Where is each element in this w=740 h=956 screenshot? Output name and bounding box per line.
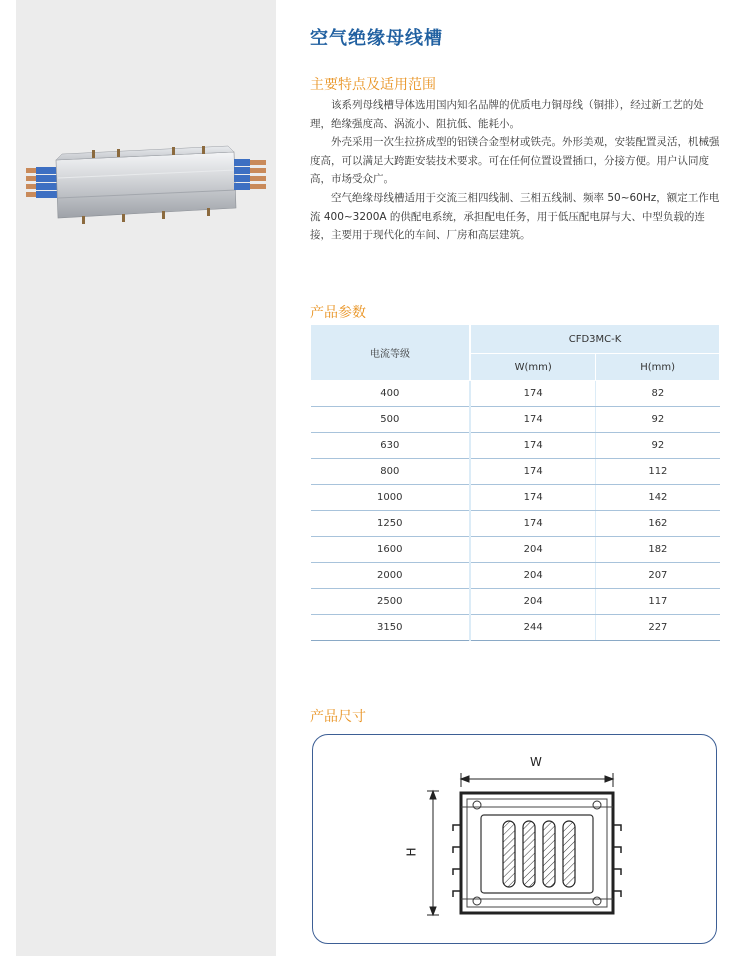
cell-current: 500: [311, 407, 471, 433]
cell-height: 92: [596, 433, 720, 459]
dimensions-heading: 产品尺寸: [310, 709, 366, 725]
cell-width: 174: [470, 485, 596, 511]
height-label: H: [404, 847, 419, 857]
cell-current: 1250: [311, 511, 471, 537]
cell-width: 174: [470, 381, 596, 407]
cell-current: 2000: [311, 563, 471, 589]
cell-current: 800: [311, 459, 471, 485]
cell-current: 1000: [311, 485, 471, 511]
cell-current: 2500: [311, 589, 471, 615]
table-row: [311, 615, 720, 641]
cell-width: 204: [470, 537, 596, 563]
cell-width: 204: [470, 589, 596, 615]
header-height: H(mm): [596, 354, 720, 381]
cell-width: 204: [470, 563, 596, 589]
features-paragraph: 外壳采用一次生拉挤成型的铝镁合金型材或铁壳。外形美观，安装配置灵活，机械强度高，可以满足大跨距安装技术要求。可在任何位置设置插口，分接方便。用户认同度高，市场受众广。: [310, 136, 720, 186]
features-text: [310, 96, 722, 245]
dimension-diagram-frame: [312, 734, 717, 944]
table-row: [311, 485, 720, 511]
cell-current: 630: [311, 433, 471, 459]
table-row: [311, 433, 720, 459]
page-title: 空气绝缘母线槽: [310, 28, 443, 49]
table-row: [311, 511, 720, 537]
cell-width: 174: [470, 459, 596, 485]
cell-current: 400: [311, 381, 471, 407]
width-label: W: [530, 755, 542, 769]
params-heading: 产品参数: [310, 305, 366, 321]
cell-width: 244: [470, 615, 596, 641]
cell-current: 3150: [311, 615, 471, 641]
cell-height: 82: [596, 381, 720, 407]
table-row: [311, 381, 720, 407]
features-heading: 主要特点及适用范围: [310, 77, 436, 93]
cell-height: 162: [596, 511, 720, 537]
table-row: [311, 537, 720, 563]
header-current-level: 电流等级: [311, 325, 471, 381]
features-paragraph: 该系列母线槽导体选用国内知名品牌的优质电力铜母线（铜排），经过新工艺的处理，绝缘强度高、涡流小、阻抗低、能耗小。: [310, 99, 704, 130]
table-row: [311, 589, 720, 615]
busway-product-photo: [22, 138, 270, 238]
table-row: [311, 563, 720, 589]
cell-height: 182: [596, 537, 720, 563]
cell-height: 117: [596, 589, 720, 615]
cell-width: 174: [470, 511, 596, 537]
table-row: [311, 459, 720, 485]
cell-height: 227: [596, 615, 720, 641]
cell-current: 1600: [311, 537, 471, 563]
header-width: W(mm): [470, 354, 596, 381]
cell-height: 112: [596, 459, 720, 485]
params-table: [310, 324, 720, 641]
header-model: CFD3MC-K: [470, 325, 719, 354]
cell-height: 207: [596, 563, 720, 589]
table-row: [311, 407, 720, 433]
cell-width: 174: [470, 407, 596, 433]
cell-width: 174: [470, 433, 596, 459]
cell-height: 92: [596, 407, 720, 433]
cross-section-diagram: [313, 735, 716, 943]
cell-height: 142: [596, 485, 720, 511]
features-paragraph: 空气绝缘母线槽适用于交流三相四线制、三相五线制、频率 50~60Hz，额定工作电流 400~3200A 的供配电系统，承担配电任务，用于低压配电屏与大、中型负载的连接，主要用于现代化的车间、厂房和高层建筑。: [310, 191, 720, 242]
